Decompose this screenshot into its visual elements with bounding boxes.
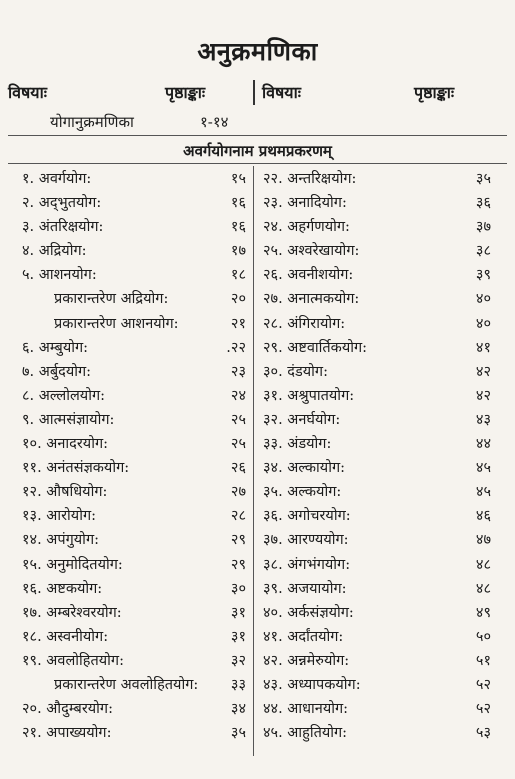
toc-entry-page: ३५: [230, 725, 246, 742]
toc-entry-label: २. अद्‌भुतयोग:: [22, 195, 102, 212]
toc-entry-label: ३७. आरण्ययोग:: [263, 532, 349, 549]
toc-entry-page: ३८: [475, 243, 491, 260]
toc-entry-label: २६. अवनीशयोग:: [263, 267, 354, 284]
toc-entry-label: ३२. अनर्घयोग:: [263, 411, 341, 428]
toc-entry-label: ३३. अंडयोग:: [263, 436, 332, 453]
toc-entry-label: ४४. आधानयोग:: [263, 701, 349, 718]
toc-entry-page: २६: [230, 460, 246, 477]
toc-entry-label: ३९. अजयायोग:: [263, 580, 347, 597]
toc-entry-page: ३९: [475, 267, 491, 284]
toc-entry: [263, 528, 491, 552]
toc-entry-page: ५३: [475, 725, 491, 742]
toc-entry-page: ४८: [475, 580, 491, 597]
toc-entry: [263, 336, 491, 360]
toc-entry-label: २९. अष्टवार्तिकयोग:: [263, 339, 368, 356]
toc-entry-label: १२. औषधियोग:: [22, 484, 108, 501]
toc-entry: [263, 577, 491, 601]
toc-entry: [22, 191, 246, 215]
toc-entry-page: ४२: [475, 387, 491, 404]
toc-entry-label: ४१. अर्दांतयोग:: [263, 628, 344, 645]
toc-entry-label: १३. आरोयोग:: [22, 508, 97, 525]
toc-entry-label: ४३. अध्यापकयोग:: [263, 676, 361, 693]
toc-entry-page: ४९: [475, 604, 491, 621]
toc-entry: [22, 577, 246, 601]
toc-entry-page: ४४: [475, 436, 491, 453]
toc-entry-page: १५: [230, 171, 246, 187]
toc-entry-label: ११. अनंतसंज्ञकयोग:: [22, 460, 130, 477]
toc-entry-page: ३५: [475, 171, 491, 187]
toc-entry: [263, 553, 491, 577]
toc-entry: [22, 336, 246, 360]
toc-entry-page: ३६: [475, 195, 491, 212]
toc-entry: [22, 408, 246, 432]
toc-entry-label: ३४. अल्कायोग:: [263, 460, 346, 477]
toc-entry-page: ५२: [475, 701, 491, 718]
toc-entry-page: १६: [230, 195, 246, 212]
toc-entry: [22, 673, 246, 697]
toc-entry: [263, 649, 491, 673]
left-entries-list: [22, 167, 246, 745]
toc-entry-label: ४२. अन्नमेरुयोग:: [263, 652, 350, 669]
toc-entry-page: ४७: [475, 532, 491, 549]
toc-entry-label: २७. अनात्मकयोग:: [263, 291, 360, 308]
toc-entry-label: ३१. अश्रुपातयोग:: [263, 387, 355, 404]
toc-entry-page: ३३: [230, 676, 246, 693]
toc-entry-page: ३७: [475, 219, 491, 236]
toc-entry-page: २५: [230, 411, 246, 428]
toc-entry-label: १०. अनादरयोग:: [22, 436, 109, 453]
toc-entry: [22, 553, 246, 577]
toc-entry-label: प्रकारान्तरेण अवलोहितयोग:: [54, 676, 199, 693]
toc-entry-page: २०: [230, 291, 246, 308]
toc-entry-page: ४१: [475, 339, 491, 356]
header-divider: [253, 80, 255, 105]
toc-entry: [22, 480, 246, 504]
toc-entry: [22, 215, 246, 239]
toc-entry-label: २३. अनादियोग:: [263, 195, 347, 212]
toc-entry-page: १७: [230, 243, 246, 260]
toc-entry: [263, 480, 491, 504]
toc-entry-page: ४६: [475, 508, 491, 525]
toc-entry-label: ८. अल्लोलयोग:: [22, 387, 106, 404]
toc-entry: [22, 625, 246, 649]
toc-entry-page: ५०: [475, 628, 491, 645]
toc-entry-page: २४: [230, 387, 246, 404]
toc-entry: [22, 528, 246, 552]
toc-entry: [263, 673, 491, 697]
toc-entry-label: १८. अस्वनीयोग:: [22, 628, 109, 645]
toc-entry-page: २१: [230, 315, 246, 332]
toc-entry: [22, 456, 246, 480]
column-header-subject-left: विषयाः: [8, 83, 47, 102]
toc-entry: [263, 215, 491, 239]
toc-entry-label: ३५. अल्कयोग:: [263, 484, 342, 501]
section-title: अवर्गयोगनाम प्रथमप्रकरणम्: [183, 142, 332, 160]
toc-entry-page: ३०: [230, 580, 246, 597]
toc-entry: [263, 697, 491, 721]
toc-entry: [22, 287, 246, 311]
toc-entry-label: १५. अनुमोदितयोग:: [22, 556, 123, 573]
toc-entry-label: १. अवर्गयोग:: [22, 171, 92, 187]
toc-entry: [263, 360, 491, 384]
column-header-page-left: पृष्ठाङ्काः: [165, 83, 206, 102]
toc-entry-page: ३४: [230, 701, 246, 718]
toc-entry-page: १८: [230, 267, 246, 284]
toc-entry-label: ३. अंतरिक्षयोग:: [22, 219, 104, 236]
toc-entry-page: ३२: [230, 652, 246, 669]
toc-entry-page: २५: [230, 436, 246, 453]
toc-entry-page: ४०: [475, 315, 491, 332]
toc-entry: [22, 697, 246, 721]
toc-entry-page: २९: [230, 532, 246, 549]
toc-entry-label: १७. अम्बरेश्वरयोग:: [22, 604, 122, 621]
toc-entry: [22, 384, 246, 408]
intro-entry-label: योगानुक्रमणिका: [50, 113, 134, 131]
toc-entry-page: ३१: [230, 628, 246, 645]
toc-entry-page: ३१: [230, 604, 246, 621]
toc-entry-label: ४. अद्रियोग:: [22, 243, 87, 260]
toc-entry-label: २८. अंगिरायोग:: [263, 315, 346, 332]
toc-entry: [22, 649, 246, 673]
toc-entry-label: प्रकारान्तरेण आशनयोग:: [54, 315, 179, 332]
toc-entry: [22, 167, 246, 191]
toc-entry: [22, 504, 246, 528]
toc-entry-page: २३: [230, 363, 246, 380]
toc-entry-label: २१. अपाख्ययोग:: [22, 725, 112, 742]
section-rule-bottom: [8, 163, 507, 164]
toc-entry-label: ३८. अंगभंगयोग:: [263, 556, 351, 573]
toc-entry-label: २२. अन्तरिक्षयोग:: [263, 171, 357, 187]
toc-entry-page: ५२: [475, 676, 491, 693]
toc-entry: [22, 312, 246, 336]
toc-entry: [263, 312, 491, 336]
toc-entry-label: ७. अर्बुदयोग:: [22, 363, 92, 380]
toc-entry-label: ३०. दंडयोग:: [263, 363, 328, 380]
toc-entry-label: ४०. अर्कसंज्ञयोग:: [263, 604, 354, 621]
toc-entry-label: ४५. आहुतियोग:: [263, 725, 348, 742]
toc-entry: [22, 360, 246, 384]
toc-entry: [263, 456, 491, 480]
toc-entry-page: ४२: [475, 363, 491, 380]
toc-entry: [263, 239, 491, 263]
toc-entry-label: ६. अम्बुयोग:: [22, 339, 89, 356]
toc-entry-label: ९. आत्मसंज्ञायोग:: [22, 411, 115, 428]
toc-entry: [22, 601, 246, 625]
toc-entry-page: २९: [230, 556, 246, 573]
toc-entry: [263, 287, 491, 311]
toc-entry: [263, 263, 491, 287]
right-entries-list: [263, 167, 491, 745]
toc-entry: [263, 721, 491, 745]
toc-entry: [22, 239, 246, 263]
toc-entry: [22, 721, 246, 745]
toc-entry: [263, 384, 491, 408]
toc-entry-label: १६. अष्टकयोग:: [22, 580, 103, 597]
toc-entry: [263, 625, 491, 649]
toc-entry-label: १४. अपंगुयोग:: [22, 532, 99, 549]
toc-entry: [263, 601, 491, 625]
toc-entry-page: ४५: [475, 484, 491, 501]
intro-entry-page: १-१४: [200, 113, 229, 131]
toc-entry: [22, 432, 246, 456]
toc-entry-label: २५. अश्वरेखायोग:: [263, 243, 360, 260]
section-rule-top: [8, 135, 507, 136]
toc-entry-page: ५१: [475, 652, 491, 669]
toc-entry-label: १९. अवलोहितयोग:: [22, 652, 124, 669]
toc-entry-page: ४०: [475, 291, 491, 308]
toc-entry-label: ३६. अगोचरयोग:: [263, 508, 351, 525]
column-header-page-right: पृष्ठाङ्काः: [414, 83, 455, 102]
column-divider: [253, 166, 254, 756]
column-header-subject-right: विषयाः: [262, 83, 301, 102]
toc-entry: [263, 504, 491, 528]
toc-entry-page: २८: [230, 508, 246, 525]
toc-entry-page: १६: [230, 219, 246, 236]
toc-entry: [263, 167, 491, 191]
toc-entry: [263, 191, 491, 215]
toc-entry-page: .२२: [226, 339, 246, 356]
toc-entry: [22, 263, 246, 287]
toc-entry-page: २७: [230, 484, 246, 501]
toc-entry: [263, 432, 491, 456]
toc-entry-page: ४३: [475, 411, 491, 428]
toc-entry: [263, 408, 491, 432]
toc-entry-label: ५. आशनयोग:: [22, 267, 97, 284]
page-title: अनुक्रमणिका: [197, 37, 318, 66]
toc-entry-label: २०. औदुम्बरयोग:: [22, 701, 113, 718]
toc-entry-page: ४८: [475, 556, 491, 573]
toc-entry-page: ४५: [475, 460, 491, 477]
toc-entry-label: २४. अहर्गणयोग:: [263, 219, 350, 236]
toc-entry-label: प्रकारान्तरेण अद्रियोग:: [54, 291, 169, 308]
